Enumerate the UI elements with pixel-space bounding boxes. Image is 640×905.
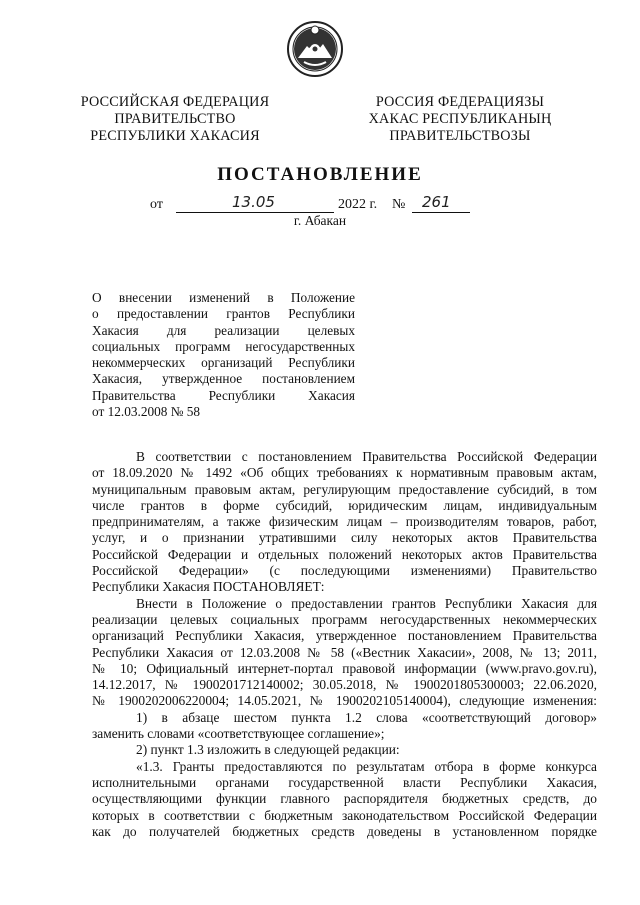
body-line: Внести в Положение о предоставлении грантов Республики Хакасия для [136,595,597,611]
header-right-line: ХАКАС РЕСПУБЛИКАНЫҢ [368,111,552,127]
subject-line: Хакасия для реализации целевых [92,322,355,338]
body-line: 14.12.2017, № 1900201712140002; 30.05.2018, № 1900201805300003; 22.06.2020, [92,677,597,693]
coat-of-arms-icon [285,18,345,80]
body-line: от 18.09.2020 № 1492 «Об общих требованиях к нормативным правовым актам, [92,465,597,481]
handwritten-date: 13.05 [232,193,275,211]
from-label: от [150,197,163,212]
body-text [92,449,597,840]
body-line: Российской Федерации и отдельных положений некоторых актов Правительства [92,546,597,562]
body-line: реализации целевых социальных программ негосударственных некоммерческих [92,611,597,627]
body-line: «1.3. Гранты предоставляются по результатам отбора в форме конкурса [136,758,597,774]
year-label: 2022 г. [338,197,378,212]
body-line: осуществляющими функции главного распорядителя бюджетных средств, до [92,791,597,807]
subject-line: о предоставлении грантов Республики [92,306,355,322]
document-title: ПОСТАНОВЛЕНИЕ [217,164,423,185]
header-left-line: РЕСПУБЛИКИ ХАКАСИЯ [90,128,260,144]
subject-line: некоммерческих организаций Республики [92,355,355,371]
header-right [360,94,560,145]
header-right-line: ПРАВИТЕЛЬСТВОЗЫ [389,128,531,144]
subject-line: Хакасия, утвержденное постановлением [92,371,355,387]
header-right-line: РОССИЯ ФЕДЕРАЦИЯЗЫ [375,94,545,110]
header-left [80,94,270,145]
body-line: № 10; Официальный интернет-портал правовой информации (www.pravo.gov.ru), [92,660,597,676]
subject-line: О внесении изменений в Положение [92,290,355,305]
city-label: г. Абакан [293,213,347,228]
body-line: заменить словами «соответствующее соглашение»; [92,726,385,742]
body-line: 1) в абзаце шестом пункта 1.2 слова «соответствующий договор» [136,709,597,725]
body-line: как до получателей бюджетных средств доведены в установленном порядке [92,823,597,839]
subject-line: социальных программ негосударственных [92,338,355,354]
header-left-line: ПРАВИТЕЛЬСТВО [114,111,236,127]
body-line: муниципальным правовым актам, регулирующим предоставление субсидий, в том [92,481,597,497]
body-line: Российской Федерации» (с последующими изменениями) Правительство [92,563,597,579]
body-line: исполнительными органами государственной власти Республики Хакасия, [92,774,597,790]
body-line: числе грантов в форме субсидий, юридическим лицам, индивидуальным [92,497,597,513]
body-line: В соответствии с постановлением Правительства Российской Федерации [136,449,597,464]
body-line: услуг, и о признании утратившими силу некоторых актов Правительства [92,530,597,546]
body-line: организаций Республики Хакасия, утвержденное постановлением Правительства [92,628,597,644]
body-line: № 1900202006220004; 14.05.2021, № 1900202105140004), следующие изменения: [92,693,597,709]
subject-line: от 12.03.2008 № 58 [92,404,201,420]
handwritten-number: 261 [422,193,451,211]
subject-line: Правительства Республики Хакасия [92,387,355,403]
body-line: 2) пункт 1.3 изложить в следующей редакции: [136,742,400,758]
number-label: № [392,197,406,212]
header-left-line: РОССИЙСКАЯ ФЕДЕРАЦИЯ [80,94,270,110]
body-line: которых в соответствии с бюджетным законодательством Российской Федерации [92,807,597,823]
body-line: Республики Хакасия от 12.03.2008 № 58 («Вестник Хакасии», 2008, № 13; 2011, [92,644,597,660]
body-line: Республики Хакасия ПОСТАНОВЛЯЕТ: [92,579,325,595]
subject-block [92,290,355,420]
body-line: предпринимателям, а также физическим лицам – производителям товаров, работ, [92,514,597,530]
